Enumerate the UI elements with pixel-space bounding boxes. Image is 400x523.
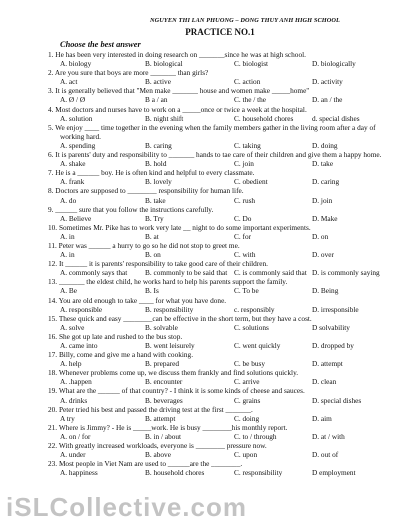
- answer-option-d[interactable]: D. an / the: [312, 95, 343, 105]
- answer-option-a[interactable]: A. solve: [60, 322, 85, 332]
- answer-option-c[interactable]: C. went quickly: [234, 341, 281, 350]
- question-stem: 22. With greatly increased workloads, everyone is ________ pressure now.: [48, 441, 267, 451]
- answer-option-a[interactable]: A. Ø / Ø: [60, 95, 86, 105]
- answer-options: [48, 159, 388, 168]
- answer-option-a[interactable]: A. .happen: [60, 377, 92, 387]
- answer-options: [48, 250, 388, 259]
- answer-option-d[interactable]: D. out of: [312, 450, 339, 460]
- question-stem: 2. Are you sure that boys are more _______ than girls?: [48, 68, 209, 78]
- answer-option-b[interactable]: B a / an: [145, 95, 168, 105]
- question-stem: 10. Sometimes Mr. Pike has to work very late __ night to do some important experiments.: [48, 222, 311, 232]
- answer-options: [48, 323, 388, 332]
- question-stem: 9. ______ sure that you follow the instructions carefully.: [48, 204, 214, 214]
- answer-option-c[interactable]: c. responsibly: [234, 304, 275, 314]
- answer-options: [48, 77, 388, 86]
- question-stem: 4. Most doctors and nurses have to work on a _____once or twice a week at the hospital.: [48, 104, 307, 114]
- answer-option-d[interactable]: D. aim: [312, 413, 332, 423]
- answer-option-a[interactable]: A. frank: [60, 177, 85, 187]
- answer-option-c[interactable]: C. obedient: [234, 177, 268, 187]
- answer-option-b[interactable]: B. on: [145, 250, 161, 260]
- question-item: [48, 223, 388, 241]
- question-item: [48, 441, 388, 459]
- answer-option-c[interactable]: C. taking: [234, 140, 261, 150]
- answer-option-a[interactable]: A. act: [60, 77, 78, 87]
- question-item: [48, 50, 388, 68]
- answer-option-b[interactable]: B. caring: [145, 140, 172, 150]
- answer-option-a[interactable]: A. under: [60, 450, 86, 460]
- answer-option-a[interactable]: A. shake: [60, 159, 86, 169]
- question-stem: 14. You are old enough to take ____ for what you have done.: [48, 295, 227, 305]
- answer-option-b[interactable]: B. solvable: [145, 322, 178, 332]
- answer-options: [48, 59, 388, 68]
- answer-option-b[interactable]: B. at: [145, 231, 159, 241]
- question-stem: 1. He has been very interested in doing research on _______since he was at high school.: [48, 50, 306, 59]
- answer-option-b[interactable]: B. in / about: [145, 431, 182, 441]
- answer-option-d[interactable]: D. at / with: [312, 431, 345, 441]
- answer-option-d[interactable]: D. special dishes: [312, 395, 362, 405]
- answer-option-b[interactable]: B. went leisurely: [145, 341, 195, 350]
- question-item: [48, 368, 388, 386]
- question-item: [48, 350, 388, 368]
- answer-option-d[interactable]: D. caring: [312, 177, 340, 187]
- answer-option-c[interactable]: C. responsibility: [234, 468, 283, 478]
- answer-option-c[interactable]: C. the / the: [234, 95, 267, 105]
- question-stem: 8. Doctors are supposed to ________ responsibility for human life.: [48, 186, 244, 196]
- answer-options: [48, 450, 388, 459]
- answer-options: [48, 468, 388, 477]
- answer-options: [48, 432, 388, 441]
- answer-option-c[interactable]: C. be busy: [234, 359, 266, 369]
- answer-options: [48, 286, 388, 295]
- answer-option-c[interactable]: C. biologist: [234, 59, 269, 69]
- answer-options: [48, 232, 388, 241]
- answer-options: [48, 396, 388, 405]
- question-item: [48, 123, 388, 150]
- answer-option-b[interactable]: B. encounter: [145, 377, 183, 387]
- answer-options: [48, 359, 388, 368]
- answer-option-c[interactable]: C. upon: [234, 450, 258, 460]
- answer-option-d[interactable]: D. Make: [312, 213, 338, 223]
- answer-option-c[interactable]: C. to / through: [234, 431, 277, 441]
- answer-option-d[interactable]: D. take: [312, 159, 334, 169]
- answer-option-a[interactable]: A. help: [60, 359, 82, 369]
- answer-option-c[interactable]: C. household chores: [234, 113, 294, 123]
- question-item: [48, 168, 388, 186]
- question-stem: 6. It is parents' duty and responsibility to _______ hands to tae care of their children and give them a happy home.: [48, 150, 382, 160]
- answer-option-d[interactable]: D. Being: [312, 286, 339, 296]
- answer-options: [48, 341, 388, 350]
- answer-option-b[interactable]: B. active: [145, 77, 171, 87]
- answer-option-c[interactable]: C. To be: [234, 286, 259, 296]
- answer-option-d[interactable]: D solvability: [312, 322, 350, 332]
- answer-option-d[interactable]: D. irresponsible: [312, 304, 359, 314]
- answer-option-b[interactable]: B. Try: [145, 213, 164, 223]
- answer-option-a[interactable]: A. spending: [60, 140, 96, 150]
- question-item: [48, 86, 388, 104]
- section-heading: Choose the best answer: [60, 40, 141, 49]
- answer-option-b[interactable]: B. responsibility: [145, 304, 194, 314]
- answer-option-c[interactable]: C. is commonly said that: [234, 268, 307, 278]
- answer-option-d[interactable]: D. is commonly saying: [312, 268, 380, 278]
- question-item: [48, 277, 388, 295]
- question-stem: 3. It is generally believed that "Men make _______ house and women make _____home": [48, 86, 310, 96]
- question-stem: 11. Peter was ______ a hurry to go so he did not stop to greet me.: [48, 240, 240, 250]
- question-item: [48, 405, 388, 423]
- question-list: [48, 50, 388, 477]
- answer-option-a[interactable]: A try: [60, 413, 75, 423]
- answer-option-a[interactable]: A. in: [60, 250, 75, 260]
- answer-option-d[interactable]: D. dropped by: [312, 341, 354, 350]
- answer-option-d[interactable]: D. doing: [312, 140, 338, 150]
- answer-option-b[interactable]: B. prepared: [145, 359, 180, 369]
- answer-option-b[interactable]: B. biological: [145, 59, 183, 69]
- answer-option-d[interactable]: D. join: [312, 195, 333, 205]
- answer-option-b[interactable]: B. hold: [145, 159, 167, 169]
- answer-option-b[interactable]: B. lovely: [145, 177, 172, 187]
- question-item: [48, 68, 388, 86]
- question-stem: 21. Where is Jimmy? - He is _____work. He is busy ________his monthly report.: [48, 422, 288, 432]
- answer-option-c[interactable]: C. with: [234, 250, 256, 260]
- question-item: [48, 423, 388, 441]
- question-item: [48, 150, 388, 168]
- answer-option-a[interactable]: A. happiness: [60, 468, 98, 478]
- question-stem: 7. He is a ______ boy. He is often kind and helpful to every classmate.: [48, 168, 255, 178]
- answer-option-b[interactable]: B. night shift: [145, 113, 184, 123]
- answer-option-a[interactable]: A. in: [60, 231, 75, 241]
- answer-option-c[interactable]: C. Do: [234, 213, 252, 223]
- question-item: [48, 314, 388, 332]
- question-item: [48, 186, 388, 204]
- answer-option-d[interactable]: D. clean: [312, 377, 337, 387]
- answer-option-c[interactable]: C. for: [234, 231, 252, 241]
- answer-option-c[interactable]: C. solutions: [234, 322, 269, 332]
- answer-option-b[interactable]: B. commonly to be said that: [145, 268, 228, 278]
- question-stem: 18. Whenever problems come up, we discuss them frankly and find solutions quickly.: [48, 368, 299, 378]
- answer-options: [48, 177, 388, 186]
- question-stem: 20. Peter tried his best and passed the driving test at the first _______.: [48, 404, 253, 414]
- question-stem: 17. Billy, come and give me a hand with cooking.: [48, 350, 194, 360]
- answer-option-a[interactable]: A. on / for: [60, 431, 91, 441]
- answer-option-b[interactable]: B. take: [145, 195, 166, 205]
- answer-options: [48, 377, 388, 386]
- question-item: [48, 386, 388, 404]
- answer-option-d[interactable]: D employment: [312, 468, 356, 478]
- answer-option-a[interactable]: A. drinks: [60, 395, 88, 405]
- answer-options: [48, 141, 388, 150]
- answer-options: [48, 268, 388, 277]
- answer-options: [48, 305, 388, 314]
- answer-option-c[interactable]: C. rush: [234, 195, 256, 205]
- answer-option-c[interactable]: C. action: [234, 77, 261, 87]
- question-item: [48, 205, 388, 223]
- answer-option-a[interactable]: A. responsible: [60, 304, 103, 314]
- answer-option-b[interactable]: B. Is: [145, 286, 159, 296]
- answer-option-d[interactable]: d. special dishes: [312, 113, 360, 123]
- answer-options: [48, 114, 388, 123]
- answer-option-c[interactable]: C. join: [234, 159, 254, 169]
- answer-option-d[interactable]: D. attempt: [312, 359, 343, 369]
- answer-option-a[interactable]: A. biology: [60, 59, 92, 69]
- question-item: [48, 296, 388, 314]
- question-item: [48, 241, 388, 259]
- answer-options: [48, 414, 388, 423]
- question-stem: 23. Most people in Viet Nam are used to ______are the ________.: [48, 459, 243, 469]
- watermark-logo: iSLCollective.com: [6, 492, 247, 522]
- answer-option-c[interactable]: C. doing: [234, 413, 260, 423]
- question-item: [48, 332, 388, 350]
- answer-option-d[interactable]: D. over: [312, 250, 334, 260]
- question-stem: 12. It ______ it is parents' responsibility to take good care of their children.: [48, 259, 268, 269]
- answer-options: [48, 196, 388, 205]
- answer-options: [48, 95, 388, 104]
- answer-option-b[interactable]: B. beverages: [145, 395, 183, 405]
- answer-option-c[interactable]: C. grains: [234, 395, 261, 405]
- answer-option-a[interactable]: A. came into: [60, 341, 98, 350]
- answer-option-a[interactable]: A. solution: [60, 113, 93, 123]
- question-stem: 16. She got up late and rushed to the bus stop.: [48, 331, 183, 341]
- question-item: [48, 105, 388, 123]
- answer-option-a[interactable]: A. do: [60, 195, 77, 205]
- answer-option-a[interactable]: A. Be: [60, 286, 78, 296]
- answer-option-b[interactable]: B. above: [145, 450, 171, 460]
- answer-option-a[interactable]: A. Believe: [60, 213, 92, 223]
- answer-option-c[interactable]: C. arrive: [234, 377, 260, 387]
- answer-option-d[interactable]: D. biologically: [312, 59, 356, 69]
- answer-option-b[interactable]: B. household chores: [145, 468, 205, 478]
- answer-options: [48, 214, 388, 223]
- question-stem: 15. These quick and easy ________can be effective in the short term, but they have a cost.: [48, 313, 312, 323]
- question-item: [48, 259, 388, 277]
- answer-option-d[interactable]: D. on: [312, 231, 329, 241]
- question-stem: 19. What are the ______ of that country? - I think it is some kinds of cheese and sauces.: [48, 386, 305, 396]
- answer-option-a[interactable]: A. commonly says that: [60, 268, 128, 278]
- question-stem: 13. _______ the eldest child, he works hard to help his parents support the family.: [48, 277, 288, 287]
- question-item: [48, 459, 388, 477]
- question-stem: 5. We enjoy ____ time together in the evening when the family members gather in the living room after a day of working hard.: [48, 122, 376, 141]
- school-header: NGUYEN THI LAN PHUONG – DONG THUY ANH HIGH SCHOOL: [149, 17, 340, 24]
- answer-option-b[interactable]: B. attempt: [145, 413, 176, 423]
- answer-option-d[interactable]: D. activity: [312, 77, 343, 87]
- page-title: PRACTICE NO.1: [185, 27, 255, 37]
